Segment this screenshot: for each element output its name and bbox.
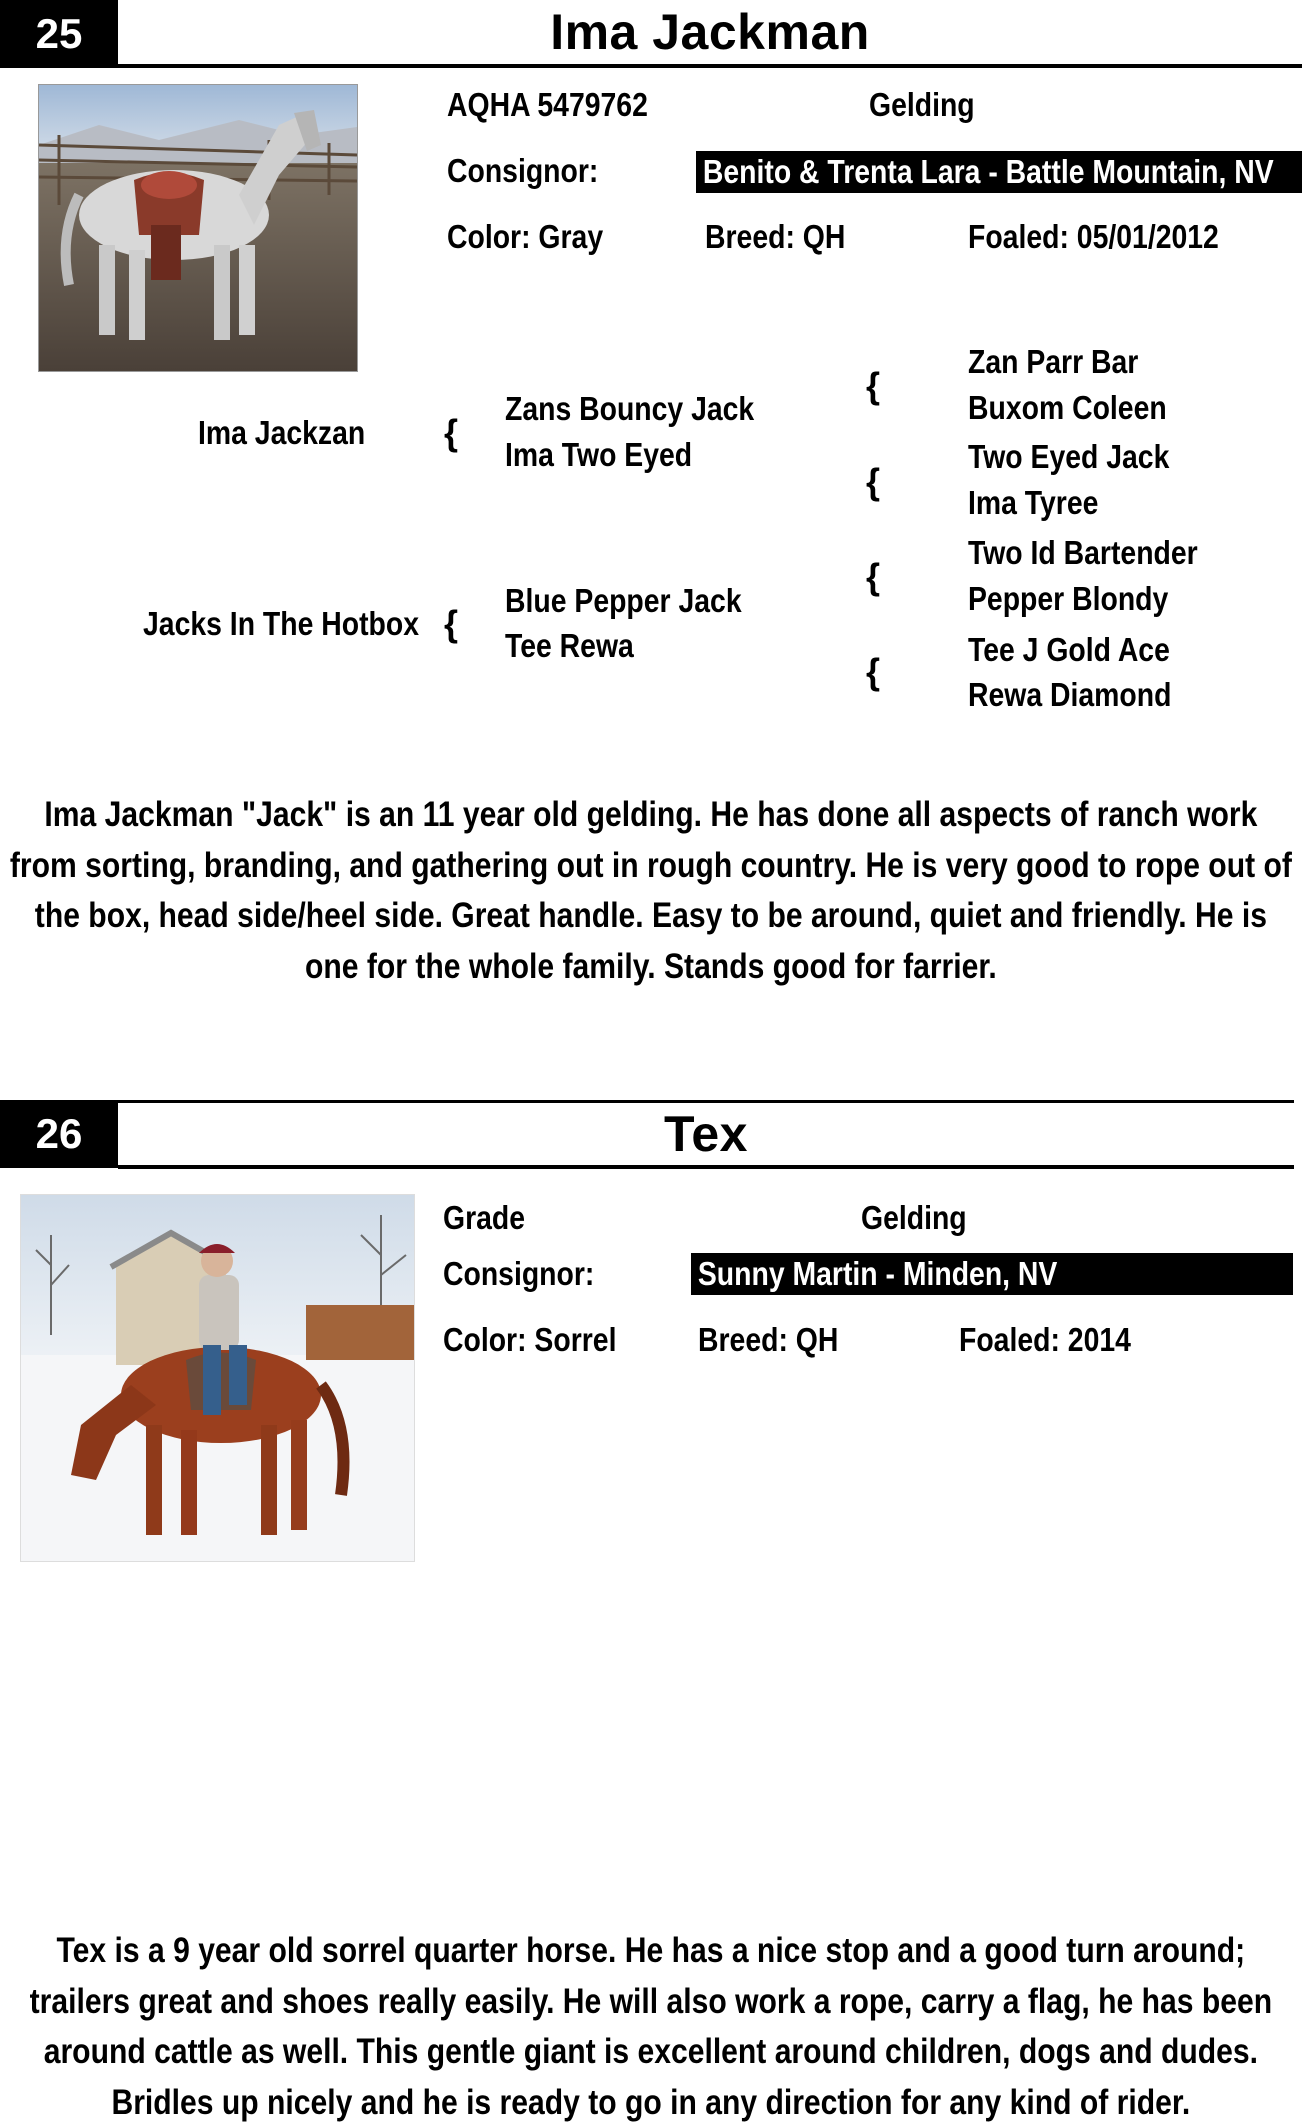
pedigree-sire-dam: Ima Two Eyed [505,436,693,473]
pedigree-brace: { [866,461,881,502]
pedigree-dam: Jacks In The Hotbox [143,605,419,642]
horse-name: Ima Jackman [118,0,1302,68]
pedigree-gg-3: Two Eyed Jack [968,438,1170,475]
consignor-bar [696,151,1302,193]
pedigree-brace: { [866,365,881,406]
pedigree-gg-8: Rewa Diamond [968,676,1172,713]
lot-header [0,1100,1302,1168]
breed: Breed: QH [705,218,846,255]
pedigree-sire-sire: Zans Bouncy Jack [505,390,755,427]
sex: Gelding [861,1199,967,1236]
pedigree-gg-6: Pepper Blondy [968,580,1169,617]
pedigree-gg-5: Two Id Bartender [968,534,1198,571]
horse-photo [38,84,358,372]
description-text: Tex is a 9 year old sorrel quarter horse. He has a nice stop and a good turn around; trailers great and shoes really easily. He will also work a rope, carry a flag, he has been around cattle as well. This gentle giant is excellent around children, dogs and dudes. Bridles up nicely and he is ready to go in any direction for any kind of rider. [29,1931,1273,2122]
pedigree-gg-4: Ima Tyree [968,484,1099,521]
consignor-label: Consignor: [443,1255,595,1292]
pedigree-gg-7: Tee J Gold Ace [968,631,1170,668]
foaled: Foaled: 05/01/2012 [968,218,1219,255]
pedigree-dam-dam: Tee Rewa [505,627,634,664]
pedigree-gg-2: Buxom Coleen [968,389,1167,426]
registration: Grade [443,1199,526,1236]
consignor-name: Sunny Martin - Minden, NV [697,1255,1058,1292]
pedigree-brace: { [866,556,881,597]
lot-26 [0,1100,1302,2127]
color: Color: Sorrel [443,1321,617,1358]
description-text: Ima Jackman "Jack" is an 11 year old gelding. He has done all aspects of ranch work from sorting, branding, and gathering out in rough country. He is very good to rope out of the box, head side/heel side. Great handle. Easy to be around, quiet and friendly. He is one for the whole family. Stands good for farrier. [9,795,1293,986]
horse-name: Tex [118,1100,1294,1169]
horse-description [8,1926,1294,2128]
registration: AQHA 5479762 [447,86,648,123]
horse-description [8,790,1294,992]
pedigree-dam-sire: Blue Pepper Jack [505,582,742,619]
pedigree-brace: { [866,651,881,692]
color: Color: Gray [447,218,604,255]
sex: Gelding [869,86,975,123]
lot-header [0,0,1302,68]
consignor-name: Benito & Trenta Lara - Battle Mountain, NV [702,153,1274,190]
pedigree-brace: { [444,603,459,644]
breed: Breed: QH [698,1321,839,1358]
horse-photo [20,1194,415,1562]
foaled: Foaled: 2014 [959,1321,1131,1358]
pedigree-brace: { [444,412,459,453]
pedigree-gg-1: Zan Parr Bar [968,343,1139,380]
consignor-label: Consignor: [447,152,599,189]
pedigree-sire: Ima Jackzan [198,414,366,451]
lot-number: 25 [0,0,118,68]
gray-horse-picture [39,85,357,371]
sorrel-horse-rider-picture [21,1195,414,1561]
consignor-bar [691,1253,1293,1295]
lot-number: 26 [0,1100,118,1168]
